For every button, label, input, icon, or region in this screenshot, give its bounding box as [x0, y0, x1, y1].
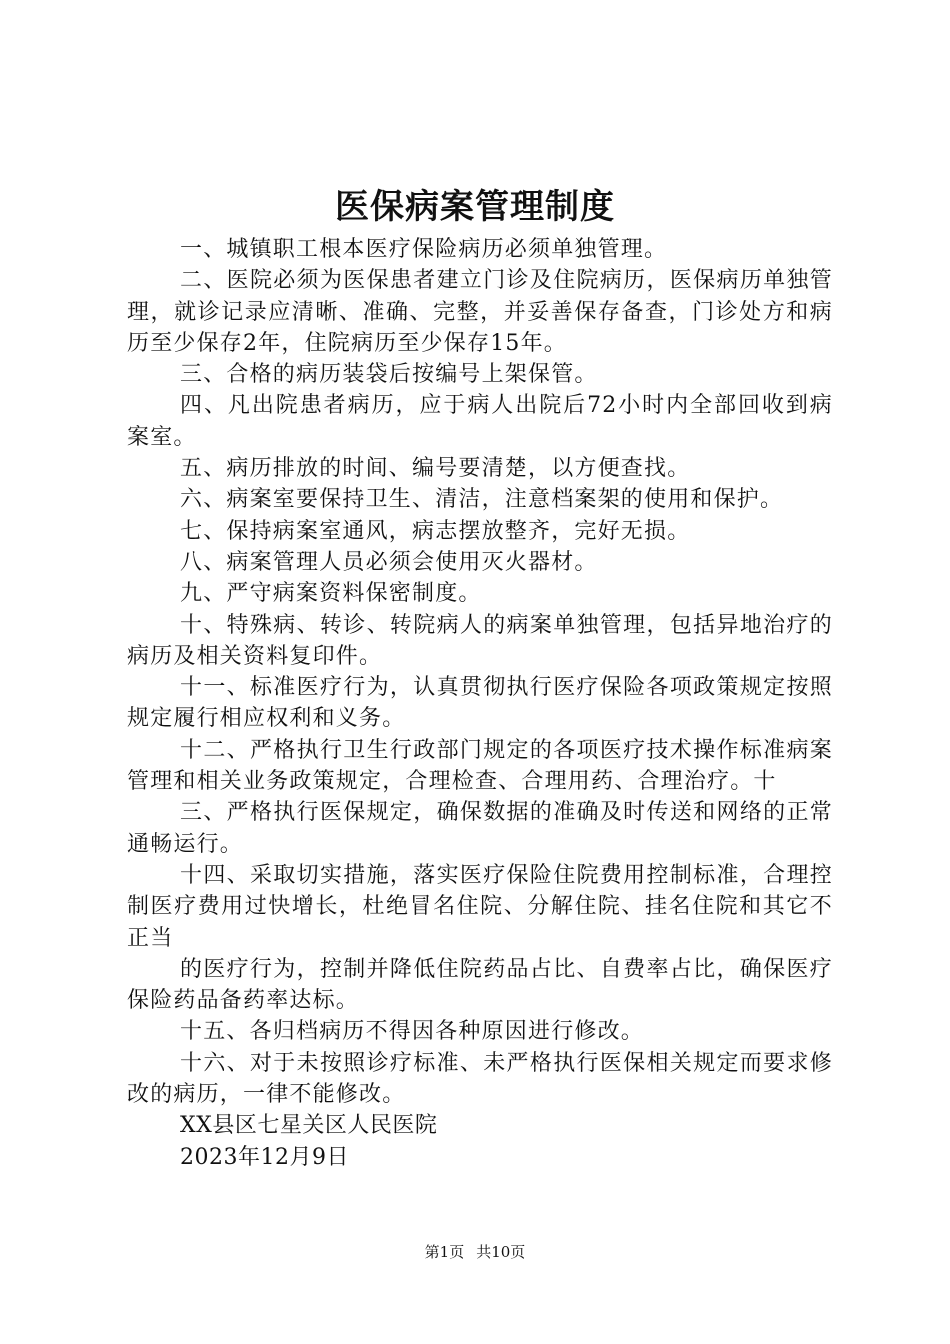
paragraph: 十四、采取切实措施，落实医疗保险住院费用控制标准，合理控制医疗费用过快增长，杜绝冒名住院、分解住院、挂名住院和其它不正当	[127, 862, 833, 951]
paragraph: 五、病历排放的时间、编号要清楚，以方便查找。	[180, 456, 691, 482]
paragraph: 七、保持病案室通风，病志摆放整齐，完好无损。	[180, 518, 691, 544]
paragraph: 六、病案室要保持卫生、清洁，注意档案架的使用和保护。	[180, 487, 784, 513]
paragraph: 十二、严格执行卫生行政部门规定的各项医疗技术操作标准病案管理和相关业务政策规定，合理检查、合理用药、合理治疗。十	[127, 737, 833, 795]
paragraph: 二、医院必须为医保患者建立门诊及住院病历，医保病历单独管理，就诊记录应清晰、准确、完整，并妥善保存备查，门诊处方和病历至少保存2年，住院病历至少保存15年。	[127, 268, 833, 356]
paragraph: 三、严格执行医保规定，确保数据的准确及时传送和网络的正常通畅运行。	[127, 800, 833, 857]
paragraph: 九、严守病案资料保密制度。	[180, 581, 482, 607]
document-body	[127, 234, 833, 1173]
paragraph: 八、病案管理人员必须会使用灭火器材。	[180, 549, 598, 575]
document-title: 医保病案管理制度	[335, 187, 615, 227]
paragraph: 三、合格的病历装袋后按编号上架保管。	[180, 362, 598, 388]
paragraph: 的医疗行为，控制并降低住院药品占比、自费率占比，确保医疗保险药品备药率达标。	[127, 956, 833, 1014]
paragraph: 十、特殊病、转诊、转院病人的病案单独管理，包括异地治疗的病历及相关资料复印件。	[127, 612, 833, 669]
signature-organization: XX县区七星关区人民医院	[180, 1113, 438, 1139]
page-number: 第1页	[424, 1243, 465, 1261]
paragraph: 四、凡出院患者病历，应于病人出院后72小时内全部回收到病案室。	[127, 393, 833, 450]
paragraph: 十六、对于未按照诊疗标准、未严格执行医保相关规定而要求修改的病历，一律不能修改。	[127, 1050, 833, 1108]
paragraph: 一、城镇职工根本医疗保险病历必须单独管理。	[180, 237, 668, 262]
page-total: 共10页	[476, 1243, 526, 1261]
paragraph: 十一、标准医疗行为，认真贯彻执行医疗保险各项政策规定按照规定履行相应权利和义务。	[127, 675, 833, 732]
paragraph: 十五、各归档病历不得因各种原因进行修改。	[180, 1019, 645, 1045]
signature-date: 2023年12月9日	[180, 1144, 349, 1170]
page-footer	[0, 1242, 950, 1262]
